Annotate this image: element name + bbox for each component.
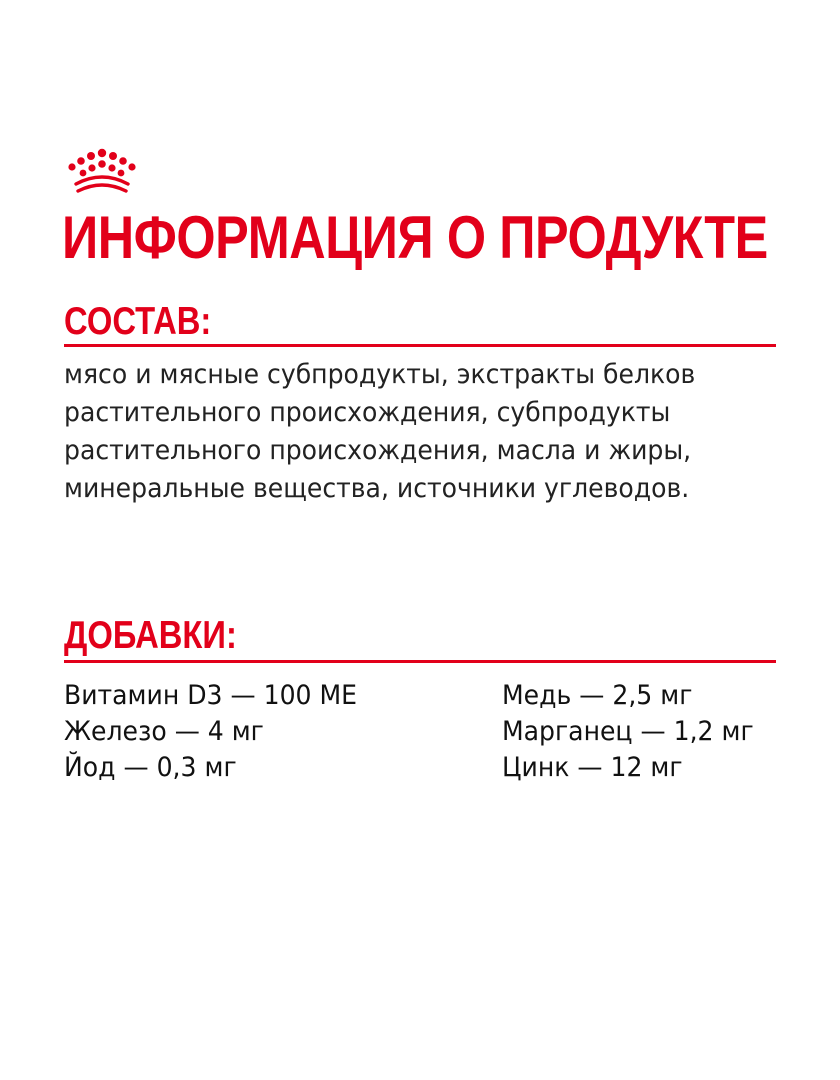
additive-item-zinc: Цинк — 12 мг (502, 752, 683, 783)
composition-heading: СОСТАВ: (64, 300, 212, 343)
additive-item-manganese: Марганец — 1,2 мг (502, 716, 754, 747)
additive-item-iodine: Йод — 0,3 мг (64, 752, 237, 783)
additives-heading: ДОБАВКИ: (64, 614, 237, 657)
page-title: ИНФОРМАЦИЯ О ПРОДУКТЕ (62, 204, 768, 271)
additives-divider (64, 660, 776, 663)
composition-text: мясо и мясные субпродукты, экстракты белков растительного происхождения, субпродукты растительного происхождения, масла и жиры, минеральные вещества, источники углеводов. (64, 359, 696, 504)
composition-divider (64, 344, 776, 347)
additive-item-iron: Железо — 4 мг (64, 716, 264, 747)
additive-item-copper: Медь — 2,5 мг (502, 680, 693, 711)
additive-item-vitamin-d3: Витамин D3 — 100 МЕ (64, 680, 358, 711)
crown-icon (66, 148, 138, 194)
